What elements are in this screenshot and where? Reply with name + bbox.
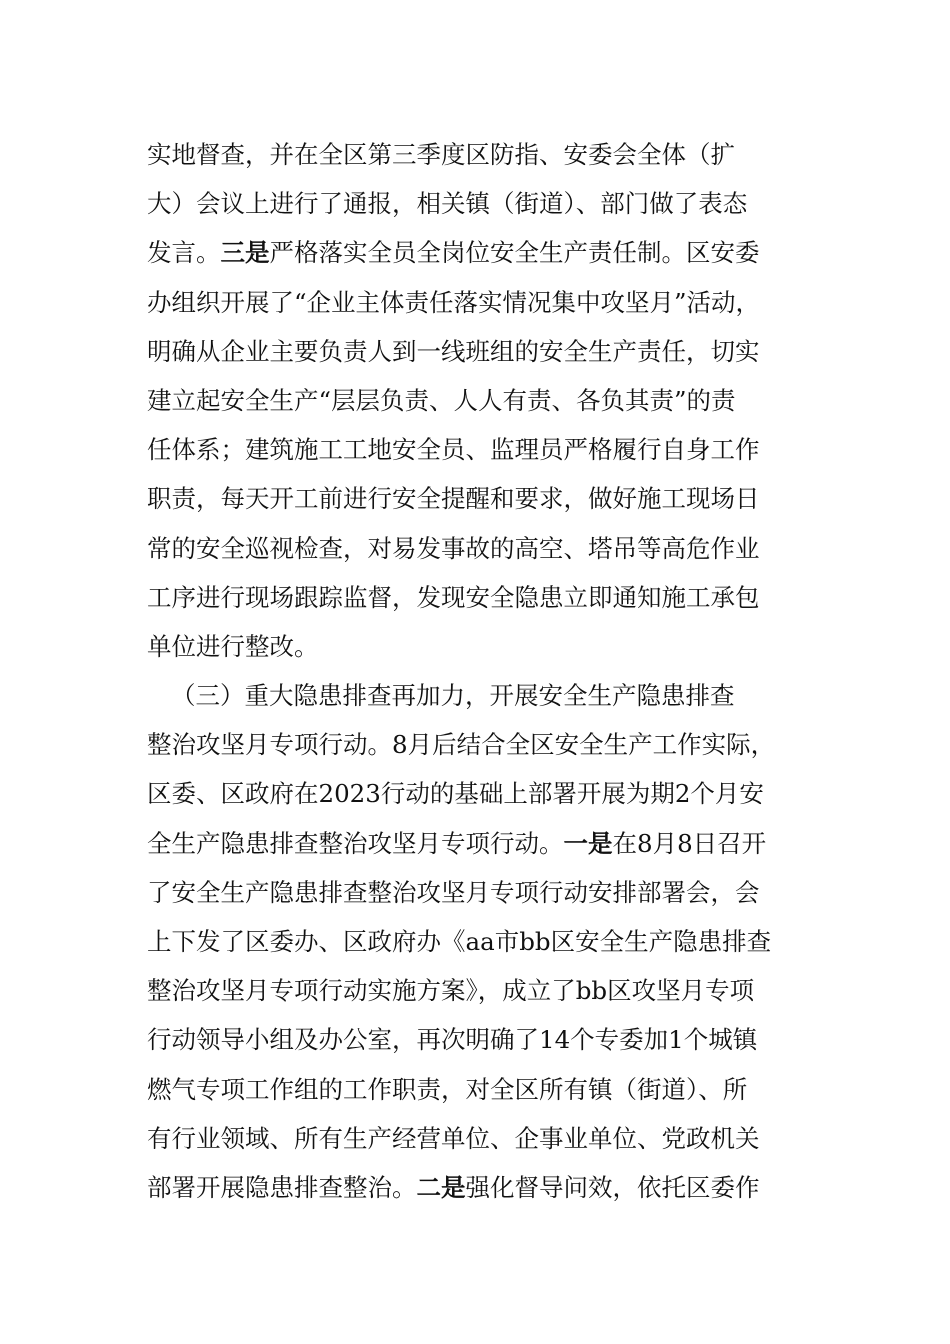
text-segment: 了安全生产隐患排查整治攻坚月专项行动安排部署会，会 (147, 877, 760, 907)
text-segment: 实地督查，并在全区第三季度区防指、安委会全体（扩 (147, 140, 735, 169)
text-segment: 区委、区政府在2023行动的基础上部署开展为期2个月安 (147, 779, 764, 809)
text-segment: 办组织开展了“企业主体责任落实情况集中攻坚月”活动， (147, 287, 761, 317)
text-line (147, 1015, 807, 1064)
text-line (147, 671, 807, 720)
text-segment: 在8月8日召开 (612, 828, 767, 858)
text-segment: 常的安全巡视检查，对易发事故的高空、塔吊等高危作业 (147, 533, 760, 563)
text-line (147, 179, 807, 228)
text-segment: 严格落实全员全岗位安全生产责任制。区安委 (269, 238, 760, 268)
text-segment: 大）会议上进行了通报，相关镇（街道）、部门做了表态 (147, 189, 748, 219)
text-line (147, 966, 807, 1015)
text-line (147, 868, 807, 917)
emphasis-text: 一是 (563, 828, 613, 858)
text-segment: 单位进行整改。 (147, 631, 319, 661)
text-segment: 行动领导小组及办公室，再次明确了14个专委加1个城镇 (147, 1025, 758, 1055)
text-line (147, 1163, 807, 1212)
text-segment: 部署开展隐患排查整治。 (147, 1172, 417, 1202)
text-line (147, 425, 807, 474)
text-line (147, 130, 807, 179)
body-text (147, 130, 807, 1212)
text-segment: 职责，每天开工前进行安全提醒和要求，做好施工现场日 (147, 484, 760, 514)
text-line (147, 327, 807, 376)
text-line (147, 769, 807, 818)
text-line (147, 720, 807, 769)
text-line (147, 917, 807, 966)
text-line (147, 819, 807, 868)
text-segment: 强化督导问效，依托区委作 (465, 1172, 760, 1202)
text-line (147, 524, 807, 573)
text-segment: 全生产隐患排查整治攻坚月专项行动。 (147, 828, 564, 858)
text-segment: 上下发了区委办、区政府办《aa市bb区安全生产隐患排查 (147, 927, 772, 956)
text-segment: 整治攻坚月专项行动实施方案》，成立了bb区攻坚月专项 (147, 976, 755, 1006)
text-line (147, 228, 807, 277)
text-line (147, 1065, 807, 1114)
text-segment: 建立起安全生产“层层负责、人人有责、各负其责”的责 (147, 385, 736, 415)
text-line (147, 622, 807, 671)
text-segment: 有行业领域、所有生产经营单位、企事业单位、党政机关 (147, 1123, 760, 1153)
text-line (147, 1114, 807, 1163)
text-segment: 燃气专项工作组的工作职责，对全区所有镇（街道）、所 (147, 1074, 748, 1104)
text-segment: 工序进行现场跟踪监督，发现安全隐患立即通知施工承包 (147, 582, 760, 612)
text-line (147, 376, 807, 425)
text-segment: 任体系；建筑施工工地安全员、监理员严格履行自身工作 (147, 435, 760, 465)
text-line (147, 573, 807, 622)
text-segment: 整治攻坚月专项行动。8月后结合全区安全生产工作实际， (147, 730, 776, 760)
text-segment: 发言。 (147, 238, 221, 268)
text-line (147, 278, 807, 327)
text-segment: 明确从企业主要负责人到一线班组的安全生产责任，切实 (147, 336, 760, 366)
text-line (147, 474, 807, 523)
emphasis-text: 二是 (416, 1172, 466, 1202)
emphasis-text: 三是 (220, 238, 270, 268)
text-segment: （三）重大隐患排查再加力，开展安全生产隐患排查 (171, 681, 735, 711)
